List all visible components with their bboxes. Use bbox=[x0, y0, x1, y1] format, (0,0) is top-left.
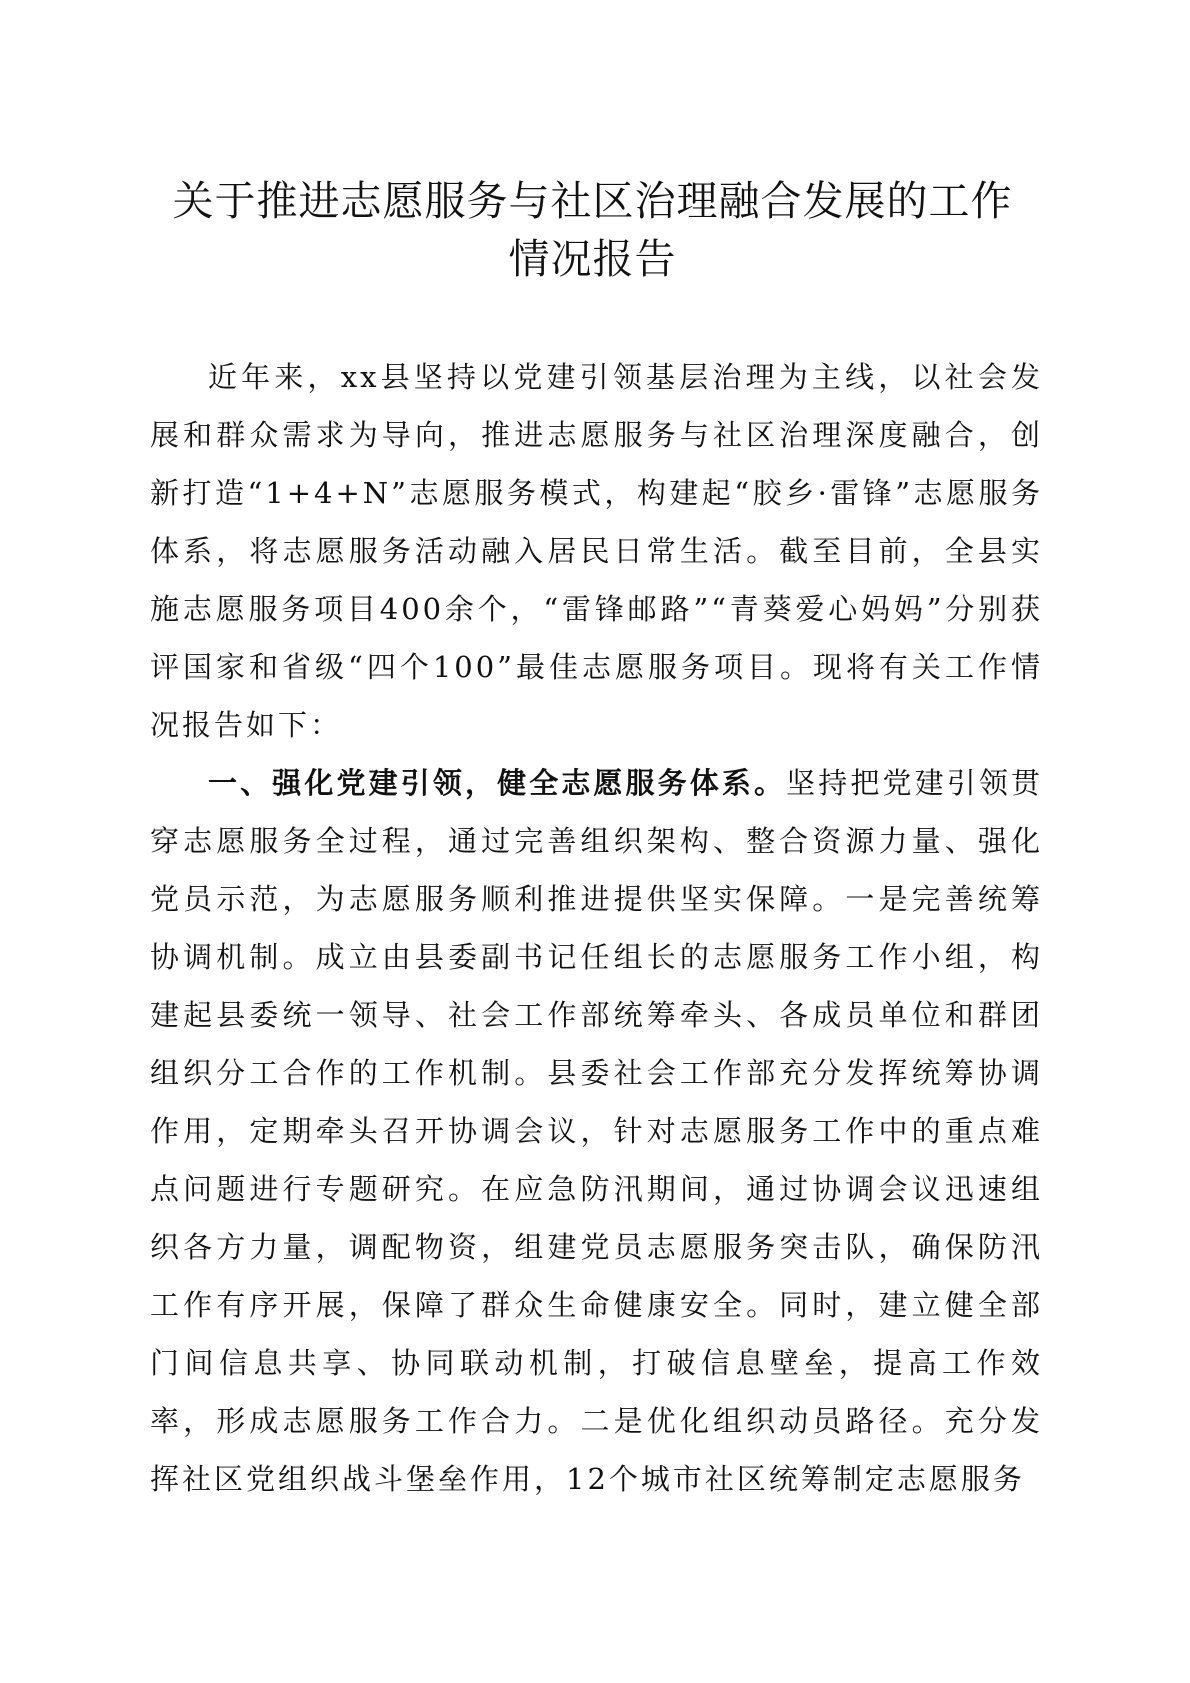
document-body bbox=[150, 348, 1043, 1508]
title-line-2: 情况报告 bbox=[508, 235, 677, 283]
intro-paragraph: 近年来，xx县坚持以党建引领基层治理为主线，以社会发展和群众需求为导向，推进志愿服务与社区治理深度融合，创新打造“1+4+N”志愿服务模式，构建起“胶乡·雷锋”志愿服务体系，将志愿服务活动融入居民日常生活。截至目前，全县实施志愿服务项目400余个，“雷锋邮路”“青葵爱心妈妈”分别获评国家和省级“四个100”最佳志愿服务项目。现将有关工作情况报告如下： bbox=[150, 360, 1043, 742]
section-1-paragraph bbox=[150, 754, 1043, 1508]
section-1-text: 坚持把党建引领贯穿志愿服务全过程，通过完善组织架构、整合资源力量、强化党员示范，为志愿服务顺利推进提供坚实保障。一是完善统筹协调机制。成立由县委副书记任组长的志愿服务工作小组，构建起县委统一领导、社会工作部统筹牵头、各成员单位和群团组织分工合作的工作机制。县委社会工作部充分发挥统筹协调作用，定期牵头召开协调会议，针对志愿服务工作中的重点难点问题进行专题研究。在应急防汛期间，通过协调会议迅速组织各方力量，调配物资，组建党员志愿服务突击队，确保防汛工作有序开展，保障了群众生命健康安全。同时，建立健全部门间信息共享、协同联动机制，打破信息壁垒，提高工作效率，形成志愿服务工作合力。二是优化组织动员路径。充分发挥社区党组织战斗堡垒作用，12个城市社区统筹制定志愿服务 bbox=[150, 766, 1043, 1496]
document-title bbox=[140, 172, 1045, 288]
title-line-1: 关于推进志愿服务与社区治理融合发展的工作 bbox=[172, 177, 1013, 225]
section-1-heading: 一、强化党建引领，健全志愿服务体系。 bbox=[208, 766, 787, 800]
